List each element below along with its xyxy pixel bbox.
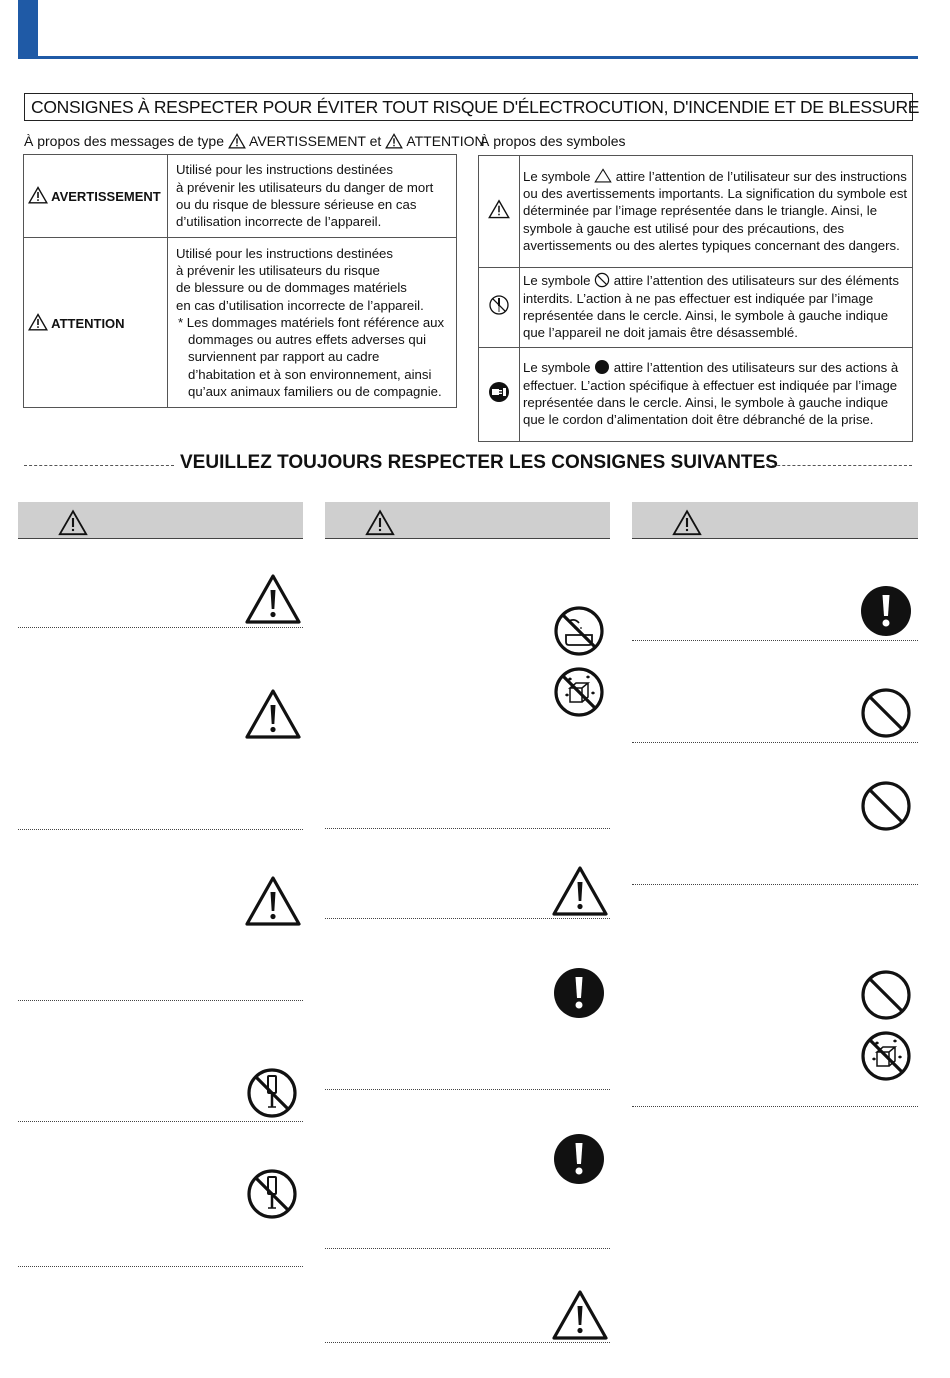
text-line: à prévenir les utilisateurs du danger de mort (176, 179, 434, 195)
warning-triangle-icon (58, 509, 88, 536)
warning-triangle-icon (244, 573, 302, 625)
warning-triangle-icon (672, 509, 702, 536)
item-separator (325, 828, 610, 829)
table-row (479, 268, 913, 348)
messages-heading-warning: AVERTISSEMENT et (249, 133, 382, 149)
table-row (24, 238, 457, 408)
banner-dash-left (24, 465, 174, 466)
banner-dash-right (762, 465, 912, 466)
column-header (18, 502, 303, 539)
warning-triangle-icon (244, 875, 302, 927)
message-types-table (23, 154, 457, 408)
triangle-outline-icon (594, 168, 612, 183)
mandatory-action-icon (553, 967, 605, 1019)
item-separator (632, 742, 918, 743)
prohibited-icon (860, 969, 912, 1021)
item-separator (18, 1121, 303, 1122)
caution-label: ATTENTION (51, 315, 125, 331)
mandatory-action-icon (553, 1133, 605, 1185)
item-separator (18, 627, 303, 628)
item-separator (18, 1000, 303, 1001)
no-water-spill-icon (553, 666, 605, 718)
no-bath-water-icon (553, 605, 605, 657)
warning-description (168, 155, 457, 238)
item-separator (632, 884, 918, 885)
text-line: ou du risque de blessure sérieuse en cas (176, 197, 417, 212)
symbol-description (520, 348, 913, 442)
prohibited-icon (860, 687, 912, 739)
header-accent-block (18, 0, 38, 58)
warning-triangle-icon (228, 133, 246, 149)
table-row (479, 156, 913, 268)
warning-label: AVERTISSEMENT (51, 189, 161, 205)
warning-triangle-icon (28, 313, 48, 331)
text-line: Utilisé pour les instructions destinées (176, 162, 393, 178)
item-separator (325, 1089, 610, 1090)
text-line: de blessure ou de dommages matériels (176, 280, 407, 296)
symbol-icon-cell (479, 156, 520, 268)
item-separator (325, 918, 610, 919)
warning-triangle-icon (385, 133, 403, 149)
text-line: d’utilisation incorrecte de l’appareil. (176, 214, 382, 230)
safety-banner: VEUILLEZ TOUJOURS RESPECTER LES CONSIGNES SUIVANTES (180, 452, 778, 473)
symbol-text-end: attire l’attention des utilisateurs sur des actions à effectuer. L’action spécifique à effectuer est indiquée par l’image représentée dans le cercle. Ainsi, le symbole à gauche indique que le cordon d’alimentation doit être débranché de la prise. (523, 360, 899, 428)
warning-triangle-icon (244, 688, 302, 740)
do-not-disassemble-icon (246, 1168, 298, 1220)
mandatory-dot-icon (594, 359, 610, 375)
item-separator (325, 1342, 610, 1343)
warning-triangle-icon (551, 865, 609, 917)
page-title: CONSIGNES À RESPECTER POUR ÉVITER TOUT RISQUE D'ÉLECTROCUTION, D'INCENDIE ET DE BLESSURE (24, 93, 913, 121)
symbol-description (520, 156, 913, 268)
warning-triangle-icon (28, 186, 48, 204)
symbol-text-end: attire l’attention de l’utilisateur sur des instructions ou des avertissements importants. La signification du symbole est déterminée par l’image représentée dans le triangle. Ainsi, le symbole à gauche est utilisé pour des précautions, des avertissements ou des alertes typiques concernant des dangers. (523, 168, 908, 253)
symbol-text-end: attire l’attention des utilisateurs sur des éléments interdits. L’action à ne pas effectuer est indiquée par l’image représentée dans le cercle. Ainsi, le symbole à gauche indique que l’appareil ne doit jamais être désassemblé. (523, 273, 899, 341)
triangle-warning-icon (488, 199, 510, 219)
do-not-disassemble-icon (246, 1067, 298, 1119)
warning-triangle-icon (551, 1289, 609, 1341)
messages-heading-prefix: À propos des messages de type (24, 133, 225, 149)
text-line: à prévenir les utilisateurs du risque (176, 262, 380, 278)
messages-heading-caution: ATTENTION (406, 133, 485, 149)
symbol-text-start: Le symbole (523, 360, 591, 376)
symbol-description (520, 268, 913, 348)
no-water-spill-icon (860, 1030, 912, 1082)
do-not-disassemble-icon (488, 294, 510, 316)
item-separator (632, 640, 918, 641)
symbol-text-start: Le symbole (523, 168, 591, 184)
caution-label-cell (24, 238, 168, 408)
prohibited-icon (594, 272, 610, 288)
table-row (24, 155, 457, 238)
table-row (479, 348, 913, 442)
messages-heading (24, 133, 485, 149)
caution-description (168, 238, 457, 408)
header-rule (18, 56, 918, 59)
symbol-icon-cell (479, 268, 520, 348)
symbols-table (478, 155, 913, 442)
item-separator (18, 1266, 303, 1267)
symbol-icon-cell (479, 348, 520, 442)
unplug-icon (488, 381, 510, 403)
item-separator (632, 1106, 918, 1107)
symbols-heading: À propos des symboles (480, 133, 626, 149)
column-header (632, 502, 918, 539)
symbol-text-start: Le symbole (523, 273, 591, 289)
text-line: en cas d’utilisation incorrecte de l’appareil. (176, 297, 424, 313)
prohibited-icon (860, 780, 912, 832)
text-line: Utilisé pour les instructions destinées (176, 245, 393, 261)
mandatory-action-icon (860, 585, 912, 637)
warning-triangle-icon (365, 509, 395, 536)
column-header (325, 502, 610, 539)
item-separator (325, 1248, 610, 1249)
footnote: * Les dommages matériels font référence aux dommages ou autres effets adverses qui surviennent par rapport au cadre d’habitation et à son environnement, ainsi qu’aux animaux familiers ou de compagnie. (178, 314, 445, 400)
warning-label-cell (24, 155, 168, 238)
item-separator (18, 829, 303, 830)
